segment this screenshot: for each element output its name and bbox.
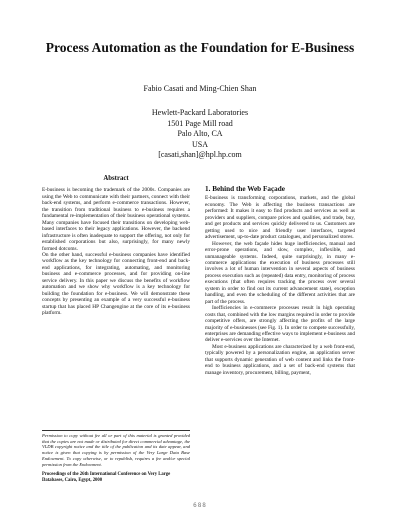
proceedings-info: Proceedings of the 26th International Conference on Very Large Databases, Cairo, Egypt, 2000 xyxy=(42,472,171,483)
permission-text: Permission to copy without fee all or part of this material is granted provided that the copies are not made or distributed for direct commercial advantage, the VLDB copyright notice and the title of the publication and its date appear, and notice is given that copying is by permission of the Very Large Data Base Endowment. To copy otherwise, or to republish, requires a fee and/or special permission from the Endowment. xyxy=(42,433,190,467)
affiliation-line: USA xyxy=(191,139,208,149)
abstract-paragraph: E-business is becoming the trademark of the 2000s. Companies are using the Web to communicate with their partners, connect with their back-end systems, and perform e-commerce transactions. However, the transition from traditional business to e-business requires a fundamental re-implementation of their business operational systems. Many companies have focused their transitions on developing web-based interfaces to their legacy applications. However, the backend infrastructure is often inadequate to support the offering, not only for established corporations but also, surprisingly, for many newly formed dotcoms. xyxy=(42,187,190,252)
section-heading: 1. Behind the Web Façade xyxy=(205,185,285,193)
body-paragraph: Most e-business applications are characterized by a web front-end, typically powered by a personalization engine, an application server that supports dynamic generation of web content and links the front-end to business applications, and a set of back-end systems that manage inventory, procurement, billing, payment, xyxy=(205,343,355,376)
affiliation-block xyxy=(0,108,400,161)
body-paragraph: However, the web façade hides huge inefficiencies, manual and error-prone operations, and slow, complex, inflexible, and unmanageable systems. Indeed, quite surprisingly, in many e-commerce applications the execution of business processes still involves a lot of human intervention in several aspects of business process execution such as (repeated) data entry, monitoring of process executions (that often requires tracking the process over several system in order to find out its current advancement state), exception handling, and even the scheduling of the different activities that are part of the process. xyxy=(205,240,355,305)
abstract-paragraph: On the other hand, successful e-business companies have identified workflow as the key technology for connecting front-end and back-end applications, for integrating, automating, and monitoring business and e-commerce processes, and for providing on-line service delivery. In this paper we discuss the benefits of workflow automation and we show why workflow is a key technology for building the foundation for e-business. We will demonstrate these concepts by presenting an example of a very successful e-business startup that has placed HP Changengine at the core of its e-business platform. xyxy=(42,251,190,317)
footnote-divider xyxy=(42,430,190,431)
page-number: 688 xyxy=(193,502,207,509)
paper-title: Process Automation as the Foundation for E-Business xyxy=(45,40,355,55)
affiliation-line: 1501 Page Mill road xyxy=(167,118,233,128)
right-column xyxy=(205,186,355,376)
affiliation-line: Hewlett-Packard Laboratories xyxy=(151,108,249,117)
email: [casati,shan]@hpl.hp.com xyxy=(158,150,242,160)
abstract-heading: Abstract xyxy=(103,175,129,182)
body-paragraph: Inefficiencies in e-commerce processes result in high operating costs that, combined with the low margins required in order to provide competitive offers, are strongly affecting the profits of the large majority of e-businesses (see Fig. 1). In order to compete successfully, enterprises are demanding effective ways to implement e-business and deliver e-services over the Internet. xyxy=(205,305,355,344)
affiliation-line: Palo Alto, CA xyxy=(177,129,223,139)
body-paragraph: E-business is transforming corporations, markets, and the global economy. The Web is affecting the business transactions are performed: It makes it easy to find products and services as well as providers and suppliers, compare prices and qualities, and trade, buy, and get products and services quickly delivered to us. Customers are getting used to nice and friendly user interfaces, targeted advertisement, up-to-date product catalogues, and personalized stores. xyxy=(205,195,355,241)
permission-notice xyxy=(42,433,190,467)
authors: Fabio Casati and Ming-Chien Shan xyxy=(143,84,257,93)
left-column xyxy=(42,176,190,317)
